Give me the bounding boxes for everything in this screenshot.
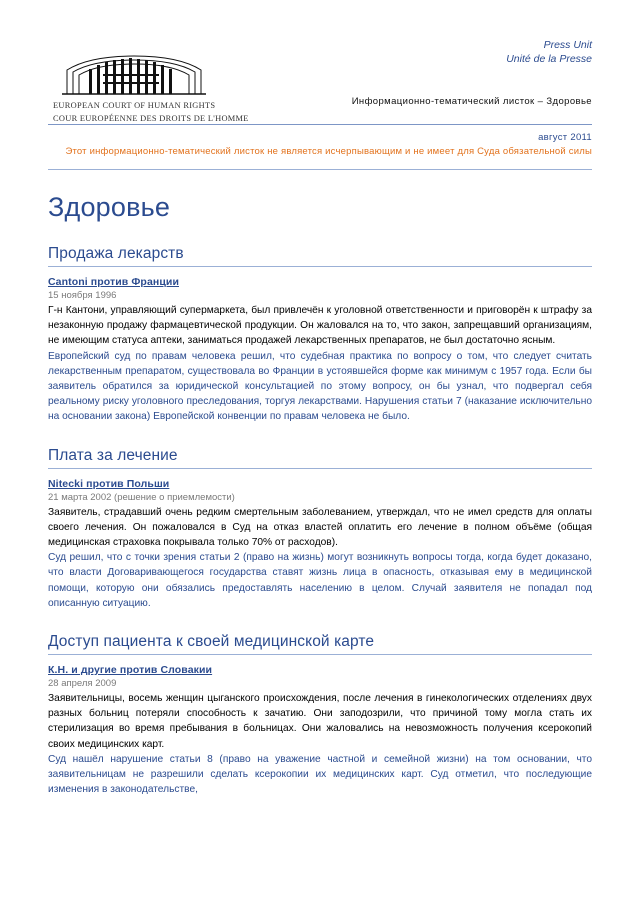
- section-heading-0: Продажа лекарств: [48, 245, 184, 262]
- disclaimer-divider: [48, 169, 592, 170]
- case-title[interactable]: Cantoni против Франции: [48, 276, 179, 288]
- header-divider: [48, 124, 592, 125]
- case-date: 15 ноября 1996: [48, 290, 117, 301]
- case-ruling: Европейский суд по правам человека решил, что судебная практика по вопросу о том, что следует считать лекарственным препаратом, существовала во Франции в устоявшейся форме как минимум с 1957 года. Если бы заявитель обратился за юридической консультацией по этому вопросу, он бы узнал, что подвергал себя реальному риску уголовного преследования, торгуя лекарствами. Нарушения статьи 7 (наказание исключительно на основании закона) Европейской конвенции по правам человека не было.: [48, 350, 592, 423]
- section-heading-2: Доступ пациента к своей медицинской карте: [48, 633, 375, 651]
- case-entry: [48, 276, 592, 425]
- case-ruling: Суд нашёл нарушение статьи 8 (право на уважение частной и семейной жизни) на том основании, что заявительницам не разрешили сделать ксерокопии их медицинских карт. Суд отметил, что последующие изменения в законодательстве,: [48, 753, 592, 796]
- case-facts: Заявительницы, восемь женщин цыганского происхождения, после лечения в гинекологических отделениях двух разных больниц потеряли способность к зачатию. Они заподозрили, что причиной тому могла стать их стерилизация во время пребывания в больницах. Они жаловались на невозможность получения ксерокопий своих медицинских карт.: [48, 693, 592, 750]
- publication-date: август 2011: [538, 132, 592, 143]
- press-unit-en: Press Unit: [543, 39, 592, 51]
- case-title[interactable]: К.Н. и другие против Словакии: [48, 664, 213, 677]
- section-divider-2: [48, 654, 592, 655]
- case-ruling: Суд решил, что с точки зрения статьи 2 (право на жизнь) могут возникнуть вопросы тогда, когда будет доказано, что власти Договаривающегося государства ставят жизнь лица в опасность, отказывая ему в медицинской помощи, которую они обязались предоставлять населению в целом. Случай заявителя не попадал под описанную ситуацию.: [48, 552, 592, 609]
- case-date: 21 марта 2002 (решение о приемлемости): [48, 491, 235, 503]
- press-unit-block: [506, 38, 592, 66]
- section-divider-0: [48, 266, 592, 267]
- case-entry: [48, 664, 592, 797]
- press-unit-fr: Unité de la Presse: [506, 53, 592, 65]
- case-entry: [48, 478, 592, 611]
- document-kind-label: Информационно-тематический листок – Здоровье: [351, 96, 592, 107]
- case-date: 28 апреля 2009: [48, 678, 117, 690]
- case-title[interactable]: Nitecki против Польши: [48, 477, 170, 490]
- court-emblem-icon: [59, 54, 209, 98]
- page-title: Здоровье: [48, 192, 171, 222]
- section-divider-1: [48, 468, 592, 469]
- case-facts: Заявитель, страдавший очень редким смертельным заболеванием, утверждал, что не имел средств для оплаты своего лечения. Он пожаловался в Суд на отказ властей оплатить его лечение в полном объёме (общая медицинская страховка покрывала только 70% от расходов).: [48, 506, 592, 549]
- disclaimer-text: Этот информационно-тематический листок не является исчерпывающим и не имеет для Суда обязательной силы: [65, 146, 592, 157]
- court-name-fr: COUR EUROPÉENNE DES DROITS DE L'HOMME: [53, 114, 249, 123]
- section-heading-1: Плата за лечение: [48, 446, 178, 464]
- document-header: [48, 34, 592, 123]
- court-name-en: EUROPEAN COURT OF HUMAN RIGHTS: [53, 101, 216, 110]
- case-facts: Г-н Кантони, управляющий супермаркета, был привлечён к уголовной ответственности и приговорён к штрафу за незаконную продажу фармацевтической продукции. Он жаловался на то, что закон, запрещавший организациям, не имеющим статуса аптеки, заниматься продажей лекарственных препаратов, не был достаточно ясным.: [48, 305, 592, 347]
- court-logo: [53, 54, 293, 124]
